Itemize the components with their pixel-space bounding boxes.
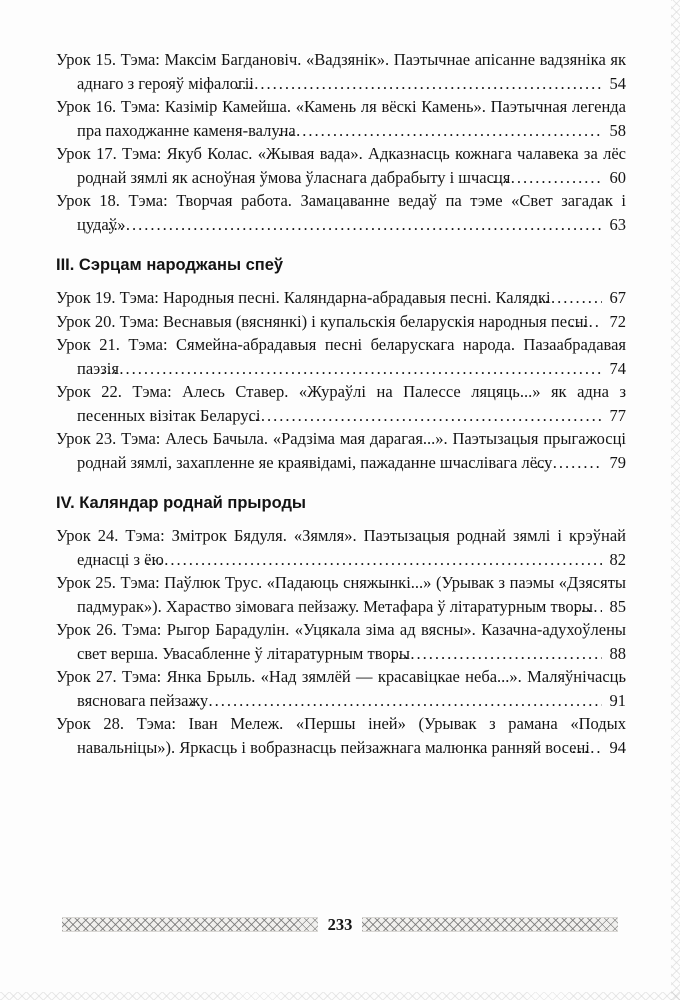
- toc-entry-title: Урок 18. Тэма: Творчая работа. Замацаванне ведаў па тэме «Свет загадак і цудаў» .....: [56, 191, 626, 234]
- toc-entry: [56, 524, 626, 571]
- toc-entry: [56, 333, 626, 380]
- toc-entry: [56, 95, 626, 142]
- toc-entry: [56, 310, 626, 334]
- page-edge-pattern-bottom: [0, 992, 680, 1000]
- table-of-contents: [56, 48, 626, 759]
- toc-entry-title: Урок 20. Тэма: Веснавыя (вяснянкі) і купальскія беларускія народныя песні .....: [56, 312, 588, 331]
- toc-entry-page-number: 72: [602, 310, 627, 334]
- toc-entry-page-number: 63: [602, 213, 627, 237]
- toc-entry-title: Урок 22. Тэма: Алесь Ставер. «Жураўлі на Палессе ляцяць...» як адна з песенных візітак Беларусі .....: [56, 382, 626, 425]
- section-heading-3: III. Сэрцам народжаны спеў: [56, 256, 284, 274]
- toc-entry-title: Урок 24. Тэма: Змітрок Бядуля. «Зямля». Паэтызацыя роднай зямлі і крэўнай еднасці з ёю .....: [56, 526, 626, 569]
- toc-entry-title: Урок 16. Тэма: Казімір Камейша. «Камень ля вёскі Камень». Паэтычная легенда пра паходжанне каменя-валуна .....: [56, 97, 626, 140]
- toc-entry-title: Урок 15. Тэма: Максім Багдановіч. «Вадзянік». Паэтычнае апісанне вадзяніка як аднаго з герояў міфалогіі .....: [56, 50, 626, 93]
- toc-entry-title: Урок 19. Тэма: Народныя песні. Каляндарна-абрадавыя песні. Калядкі .....: [56, 288, 551, 307]
- toc-entry: [56, 142, 626, 189]
- toc-entry-page-number: 58: [602, 119, 627, 143]
- toc-entry: [56, 48, 626, 95]
- page-edge-pattern-right: [671, 0, 680, 1000]
- toc-entry-title: Урок 17. Тэма: Якуб Колас. «Жывая вада». Адказнасць кожнага чалавека за лёс роднай зямлі як асноўная ўмова ўласнага дабрабыту і шчасця .....: [56, 144, 626, 187]
- toc-entry-page-number: 79: [602, 451, 627, 475]
- toc-entry: [56, 427, 626, 474]
- footer-ornament-right: [362, 917, 618, 932]
- toc-entry: [56, 286, 626, 310]
- toc-entry-title: Урок 28. Тэма: Іван Мележ. «Першы іней» (Урывак з рамана «Подых навальніцы»). Яркасць і вобразнасць пейзажнага малюнка ранняй восені .....: [56, 714, 626, 757]
- page-number: 233: [327, 915, 353, 934]
- toc-entry-page-number: 91: [602, 689, 627, 713]
- toc-entry: [56, 380, 626, 427]
- toc-entry-page-number: 74: [602, 357, 627, 381]
- toc-entry-page-number: 82: [602, 548, 627, 572]
- toc-entry-title: Урок 26. Тэма: Рыгор Барадулін. «Уцякала зіма ад вясны». Казачна-адухоўлены свет верша. Увасабленне ў літаратурным творы .....: [56, 620, 626, 663]
- toc-entry-page-number: 60: [602, 166, 627, 190]
- toc-entry-page-number: 54: [602, 72, 627, 96]
- footer-ornament-left: [62, 917, 318, 932]
- toc-entry-page-number: 85: [602, 595, 627, 619]
- toc-entry-title: Урок 27. Тэма: Янка Брыль. «Над зямлёй — красавіцкае неба...». Маляўнічасць вясновага пейзажу .....: [56, 667, 626, 710]
- toc-entry: [56, 618, 626, 665]
- toc-entry-title: Урок 23. Тэма: Алесь Бачыла. «Радзіма мая дарагая...». Паэтызацыя прыгажосці роднай зямлі, захапленне яе краявідамі, пажаданне шчаслівага лёсу .....: [56, 429, 626, 472]
- toc-entry: [56, 189, 626, 236]
- toc-entry-page-number: 88: [602, 642, 627, 666]
- toc-entry: [56, 712, 626, 759]
- toc-entry-page-number: 67: [602, 286, 627, 310]
- page-footer: [62, 916, 618, 933]
- toc-entry: [56, 571, 626, 618]
- toc-entry-page-number: 77: [602, 404, 627, 428]
- section-heading-4: IV. Каляндар роднай прыроды: [56, 494, 307, 512]
- toc-entry-page-number: 94: [602, 736, 627, 760]
- toc-entry: [56, 665, 626, 712]
- toc-entry-title: Урок 25. Тэма: Паўлюк Трус. «Падаюць сняжынкі...» (Урывак з паэмы «Дзясяты падмурак»). Хараство зімовага пейзажу. Метафара ў літаратурным творы .....: [56, 573, 626, 616]
- toc-entry-title: Урок 21. Тэма: Сямейна-абрадавыя песні беларускага народа. Пазаабрадавая паэзія .....: [56, 335, 626, 378]
